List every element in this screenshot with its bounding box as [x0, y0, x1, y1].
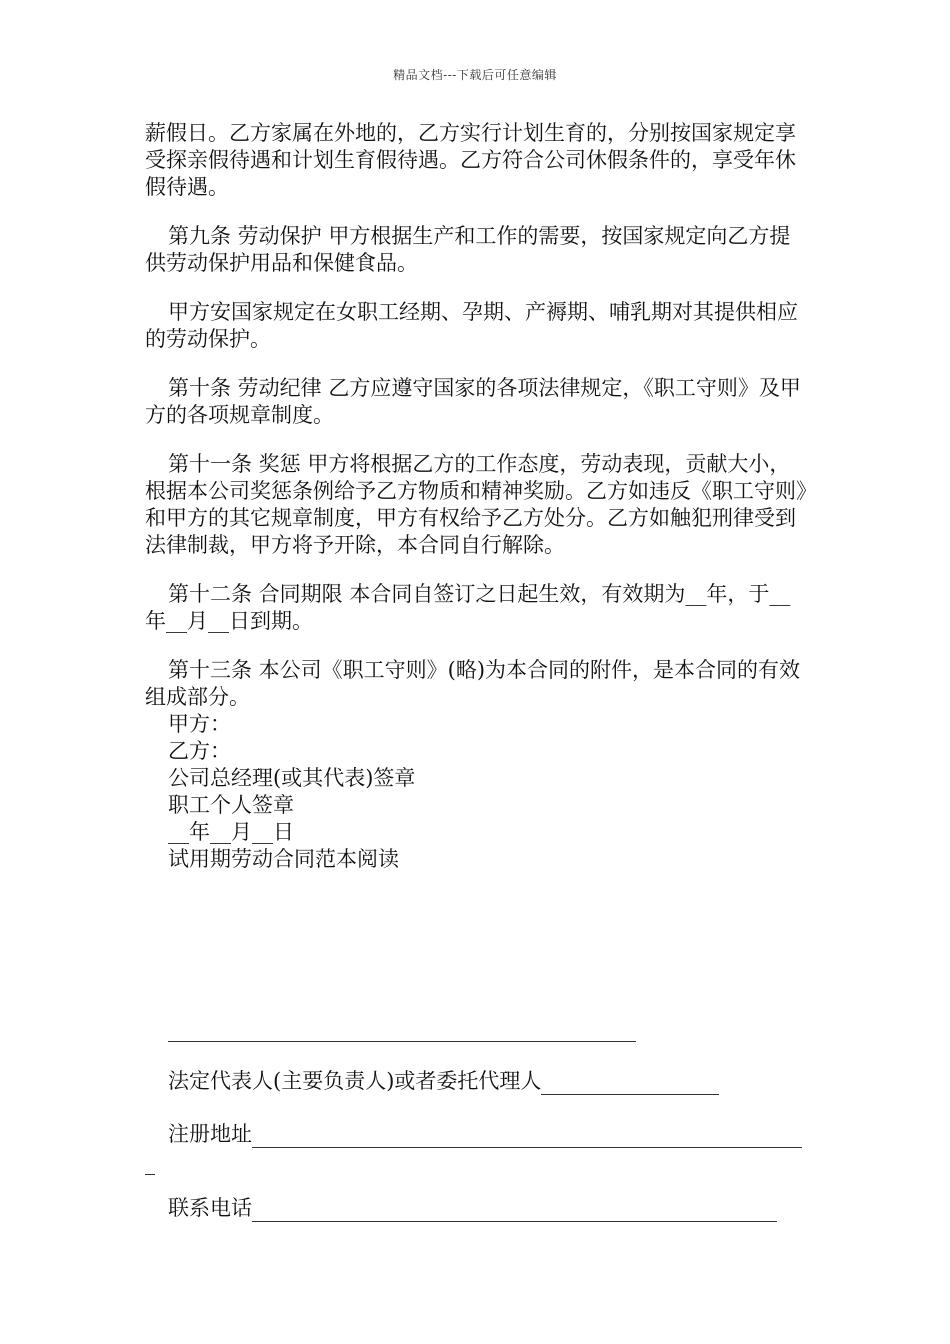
address-label: 注册地址: [168, 1122, 252, 1146]
paragraph-article-10: 第十条 劳动纪律 乙方应遵守国家的各项法律规定，《职工守则》及甲方的各项规章制度。: [145, 376, 801, 427]
representative-field: [168, 1068, 719, 1095]
sign-date: __年__月__日: [168, 820, 294, 844]
paragraph-article-9: 第九条 劳动保护 甲方根据生产和工作的需要，按国家规定向乙方提供劳动保护用品和保健食品。: [145, 224, 791, 275]
address-blank: [252, 1125, 802, 1148]
representative-label: 法定代表人(主要负责人)或者委托代理人: [168, 1069, 542, 1093]
page-header: 精品文档---下载后可任意编辑: [393, 68, 557, 82]
second-document-title: 试用期劳动合同范本阅读: [168, 847, 399, 871]
party-b-label: 乙方：: [168, 739, 231, 763]
employer-name-blank: [168, 1041, 636, 1042]
paragraph-female-protection: 甲方安国家规定在女职工经期、孕期、产褥期、哺乳期对其提供相应的劳动保护。: [145, 300, 798, 351]
address-field: [145, 1121, 810, 1175]
phone-label: 联系电话: [168, 1196, 252, 1220]
representative-blank: [541, 1072, 719, 1095]
paragraph-article-12: 第十二条 合同期限 本合同自签订之日起生效，有效期为__年，于__年__月__日到期。: [145, 582, 791, 633]
document-body: [145, 120, 810, 873]
worker-seal-label: 职工个人签章: [168, 793, 294, 817]
phone-blank: [252, 1199, 777, 1222]
paragraph-leave: 薪假日。乙方家属在外地的，乙方实行计划生育的，分别按国家规定享受探亲假待遇和计划生育假待遇。乙方符合公司休假条件的，享受年休假待遇。: [145, 121, 796, 199]
paragraph-article-13: 第十三条 本公司《职工守则》(略)为本合同的附件，是本合同的有效组成部分。: [145, 658, 801, 709]
paragraph-article-11: 第十一条 奖惩 甲方将根据乙方的工作态度，劳动表现，贡献大小，根据本公司奖惩条例给予乙方物质和精神奖励。乙方如违反《职工守则》和甲方的其它规章制度，甲方有权给予乙方处分。乙方如触犯刑律受到法律制裁，甲方将予开除，本合同自行解除。: [145, 452, 807, 557]
party-a-label: 甲方：: [168, 712, 231, 736]
phone-field: [168, 1195, 777, 1222]
manager-seal-label: 公司总经理(或其代表)签章: [168, 766, 416, 790]
address-blank-continued: [145, 1152, 155, 1175]
